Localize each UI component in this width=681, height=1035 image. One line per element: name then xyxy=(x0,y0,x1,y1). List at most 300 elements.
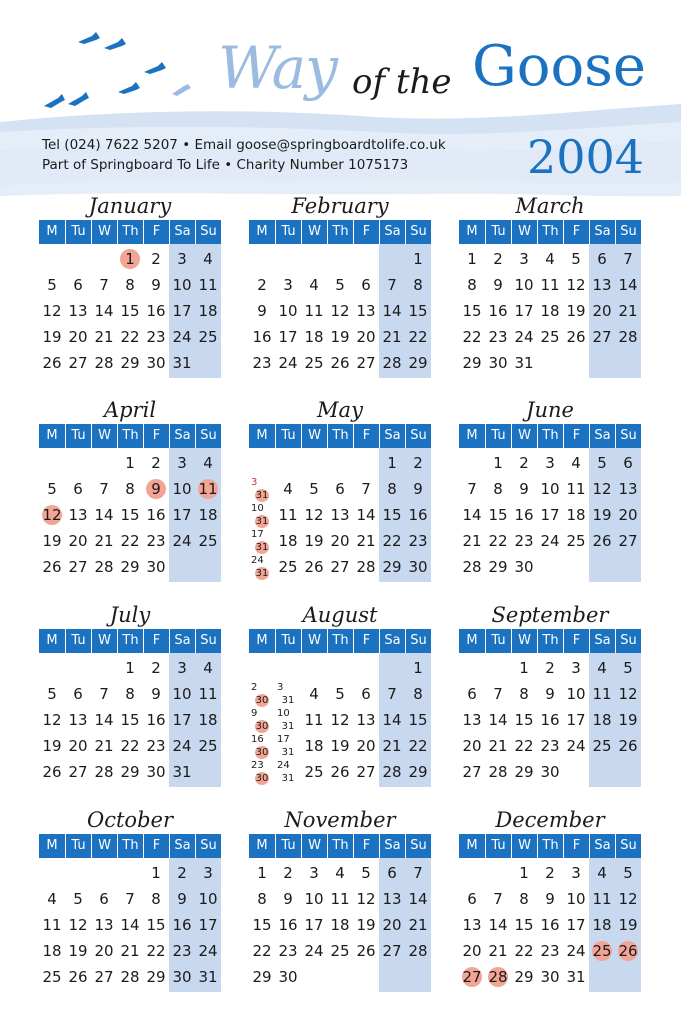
day-cell: 10 xyxy=(566,685,586,703)
day-cell: 27 xyxy=(330,558,350,576)
title-of-the: of the xyxy=(352,62,452,102)
day-cell: 5 xyxy=(623,659,633,677)
weekday-label: Tu xyxy=(275,834,301,858)
day-cell: 12 xyxy=(330,711,350,729)
day-cell: 1 xyxy=(125,659,135,677)
day-cell: 23 xyxy=(488,328,508,346)
day-cell: 26 xyxy=(356,942,376,960)
weekday-label: Tu xyxy=(485,834,511,858)
day-cell: 26 xyxy=(304,558,324,576)
day-cell: 12 xyxy=(356,890,376,908)
day-cell: 30 xyxy=(146,354,166,372)
weekday-label: Sa xyxy=(589,629,615,653)
day-cell: 4 xyxy=(545,250,555,268)
day-cell: 4 xyxy=(203,250,213,268)
day-number: 31 xyxy=(281,695,295,706)
day-cell xyxy=(275,681,301,707)
day-cell: 12 xyxy=(592,480,612,498)
day-cell xyxy=(249,476,275,502)
title-goose: Goose xyxy=(472,34,647,99)
day-cell: 27 xyxy=(592,328,612,346)
day-cell: 9 xyxy=(545,685,555,703)
weekday-label: W xyxy=(511,220,537,244)
day-cell: 11 xyxy=(42,916,62,934)
day-cell: 5 xyxy=(335,276,345,294)
month-october xyxy=(39,808,221,998)
month-september xyxy=(459,603,641,793)
day-cell: 14 xyxy=(356,506,376,524)
day-cell: 4 xyxy=(203,454,213,472)
day-cell: 28 xyxy=(356,558,376,576)
weekday-label: M xyxy=(256,224,268,239)
day-cell: 15 xyxy=(514,711,534,729)
day-cell: 28 xyxy=(94,763,114,781)
day-cell: 3 xyxy=(571,864,581,882)
day-number: 16 xyxy=(251,734,264,745)
day-cell: 2 xyxy=(519,454,529,472)
day-cell: 8 xyxy=(467,276,477,294)
day-cell: 16 xyxy=(172,916,192,934)
day-cell: 10 xyxy=(172,480,192,498)
day-cell: 1 xyxy=(387,454,397,472)
weekday-label: W xyxy=(511,834,537,858)
day-cell: 25 xyxy=(592,737,612,755)
day-cell: 22 xyxy=(382,532,402,550)
day-cell: 12 xyxy=(330,302,350,320)
day-cell: 21 xyxy=(408,916,428,934)
weekday-label: Su xyxy=(195,629,221,653)
day-cell: 25 xyxy=(330,942,350,960)
day-cell: 7 xyxy=(413,864,423,882)
day-cell: 18 xyxy=(304,328,324,346)
day-cell: 18 xyxy=(278,532,298,550)
day-cell: 8 xyxy=(413,685,423,703)
day-cell: 20 xyxy=(382,916,402,934)
day-cell: 29 xyxy=(146,968,166,986)
day-cell: 21 xyxy=(94,532,114,550)
day-number: 23 xyxy=(251,760,264,771)
day-cell: 4 xyxy=(597,659,607,677)
day-cell: 20 xyxy=(68,532,88,550)
day-cell: 18 xyxy=(198,506,218,524)
day-cell: 14 xyxy=(382,302,402,320)
weekday-label: M xyxy=(46,428,58,443)
day-cell: 23 xyxy=(146,532,166,550)
day-cell: 26 xyxy=(618,737,638,755)
weekday-label: Su xyxy=(615,629,641,653)
day-number: 31 xyxy=(281,721,295,732)
day-number: 2 xyxy=(251,682,258,693)
day-cell: 22 xyxy=(514,942,534,960)
day-cell xyxy=(249,759,275,785)
month-april xyxy=(39,398,221,588)
day-cell: 26 xyxy=(330,763,350,781)
day-cell: 13 xyxy=(592,276,612,294)
day-cell: 22 xyxy=(488,532,508,550)
day-cell: 13 xyxy=(356,302,376,320)
day-cell: 3 xyxy=(203,864,213,882)
day-cell: 16 xyxy=(540,711,560,729)
day-cell: 13 xyxy=(68,302,88,320)
day-number: 31 xyxy=(255,542,269,553)
day-cell: 19 xyxy=(304,532,324,550)
weekday-label: M xyxy=(466,633,478,648)
day-cell: 3 xyxy=(283,276,293,294)
day-cell: 29 xyxy=(120,763,140,781)
day-cell: 1 xyxy=(257,864,267,882)
day-cell: 23 xyxy=(172,942,192,960)
day-cell: 25 xyxy=(198,328,218,346)
weekday-label: Tu xyxy=(65,629,91,653)
day-cell: 2 xyxy=(283,864,293,882)
day-cell: 11 xyxy=(304,302,324,320)
weekday-label: Tu xyxy=(65,424,91,448)
day-cell: 2 xyxy=(493,250,503,268)
day-cell: 22 xyxy=(462,328,482,346)
day-cell: 26 xyxy=(68,968,88,986)
day-cell: 27 xyxy=(356,763,376,781)
day-cell: 16 xyxy=(408,506,428,524)
day-cell: 5 xyxy=(309,480,319,498)
day-cell: 4 xyxy=(309,276,319,294)
day-cell: 30 xyxy=(540,968,560,986)
day-cell: 9 xyxy=(545,890,555,908)
weekday-label: Th xyxy=(537,834,563,858)
day-cell: 30 xyxy=(514,558,534,576)
day-number: 31 xyxy=(255,568,269,579)
weekday-label: W xyxy=(301,220,327,244)
day-cell: 12 xyxy=(304,506,324,524)
day-cell: 7 xyxy=(99,685,109,703)
day-number: 3 xyxy=(277,682,284,693)
day-cell: 9 xyxy=(519,480,529,498)
weekday-label: W xyxy=(301,834,327,858)
day-cell: 2 xyxy=(151,454,161,472)
month-name: December xyxy=(495,808,605,832)
day-cell: 19 xyxy=(42,532,62,550)
day-cell xyxy=(249,733,275,759)
day-cell: 29 xyxy=(462,354,482,372)
day-cell: 14 xyxy=(618,276,638,294)
day-cell: 10 xyxy=(172,685,192,703)
weekday-label: Sa xyxy=(169,629,195,653)
month-march xyxy=(459,194,641,384)
day-cell: 18 xyxy=(42,942,62,960)
day-cell: 2 xyxy=(151,659,161,677)
day-cell: 30 xyxy=(408,558,428,576)
day-cell: 11 xyxy=(540,276,560,294)
day-cell: 15 xyxy=(120,302,140,320)
day-cell: 2 xyxy=(257,276,267,294)
weekday-label: W xyxy=(91,220,117,244)
day-cell: 3 xyxy=(177,659,187,677)
day-cell: 30 xyxy=(540,763,560,781)
day-cell: 25 xyxy=(304,763,324,781)
day-cell: 17 xyxy=(172,302,192,320)
day-cell: 23 xyxy=(278,942,298,960)
month-name: July xyxy=(109,603,151,627)
day-cell: 11 xyxy=(198,276,218,294)
month-name: February xyxy=(291,194,389,218)
day-cell: 19 xyxy=(566,302,586,320)
day-cell: 2 xyxy=(413,454,423,472)
day-number: 10 xyxy=(251,503,264,514)
day-cell: 8 xyxy=(519,890,529,908)
day-cell: 23 xyxy=(540,942,560,960)
weekday-label: F xyxy=(143,629,169,653)
day-cell: 21 xyxy=(462,532,482,550)
weekday-label: Th xyxy=(537,220,563,244)
day-cell: 13 xyxy=(356,711,376,729)
day-cell: 12 xyxy=(42,302,62,320)
day-cell: 12 xyxy=(68,916,88,934)
day-cell: 19 xyxy=(330,737,350,755)
day-cell: 5 xyxy=(47,480,57,498)
day-cell: 21 xyxy=(488,737,508,755)
day-cell: 4 xyxy=(597,864,607,882)
weekday-label: Su xyxy=(195,220,221,244)
day-cell: 9 xyxy=(177,890,187,908)
day-cell: 10 xyxy=(278,302,298,320)
weekday-label: F xyxy=(353,834,379,858)
day-cell: 26 xyxy=(330,354,350,372)
day-cell: 15 xyxy=(488,506,508,524)
day-cell: 24 xyxy=(514,328,534,346)
day-cell: 2 xyxy=(545,659,555,677)
weekday-label: M xyxy=(256,428,268,443)
day-cell: 25 xyxy=(198,532,218,550)
weekday-label: Th xyxy=(327,424,353,448)
weekday-label: M xyxy=(256,838,268,853)
day-cell xyxy=(249,707,275,733)
day-cell: 12 xyxy=(566,276,586,294)
weekday-label: W xyxy=(91,834,117,858)
day-cell: 5 xyxy=(571,250,581,268)
weekday-label: F xyxy=(353,629,379,653)
day-cell: 22 xyxy=(120,328,140,346)
weekday-label: Th xyxy=(117,424,143,448)
day-cell: 6 xyxy=(73,276,83,294)
geese-icon xyxy=(0,0,230,120)
day-cell: 21 xyxy=(94,737,114,755)
day-cell: 8 xyxy=(413,276,423,294)
day-cell: 29 xyxy=(514,763,534,781)
day-cell: 13 xyxy=(462,711,482,729)
day-number: 24 xyxy=(277,760,290,771)
day-cell: 9 xyxy=(151,276,161,294)
day-cell: 30 xyxy=(278,968,298,986)
day-cell: 14 xyxy=(462,506,482,524)
day-cell: 28 xyxy=(120,968,140,986)
weekday-label: Tu xyxy=(65,220,91,244)
day-cell: 22 xyxy=(514,737,534,755)
day-cell xyxy=(275,733,301,759)
day-cell: 23 xyxy=(540,737,560,755)
month-name: September xyxy=(491,603,609,627)
weekday-label: Sa xyxy=(379,629,405,653)
day-cell: 1 xyxy=(413,659,423,677)
day-cell: 20 xyxy=(68,328,88,346)
day-cell xyxy=(249,681,275,707)
weekday-label: Sa xyxy=(379,424,405,448)
weekday-label: Su xyxy=(405,629,431,653)
day-number: 17 xyxy=(277,734,290,745)
weekday-label: Th xyxy=(537,424,563,448)
day-cell: 21 xyxy=(94,328,114,346)
day-cell: 10 xyxy=(304,890,324,908)
month-name: April xyxy=(103,398,157,422)
day-cell: 29 xyxy=(408,763,428,781)
day-cell: 27 xyxy=(382,942,402,960)
day-cell: 12 xyxy=(618,890,638,908)
day-cell: 18 xyxy=(198,302,218,320)
weekday-label: Su xyxy=(615,220,641,244)
day-cell: 22 xyxy=(146,942,166,960)
day-cell: 23 xyxy=(514,532,534,550)
day-number: 31 xyxy=(255,490,269,501)
day-cell: 21 xyxy=(488,942,508,960)
day-cell: 10 xyxy=(540,480,560,498)
weekday-label: M xyxy=(256,633,268,648)
weekday-label: Tu xyxy=(275,424,301,448)
day-cell: 14 xyxy=(120,916,140,934)
day-cell: 7 xyxy=(387,685,397,703)
day-cell: 19 xyxy=(356,916,376,934)
day-cell: 9 xyxy=(257,302,267,320)
day-cell: 17 xyxy=(304,916,324,934)
day-cell: 8 xyxy=(151,890,161,908)
day-cell: 5 xyxy=(47,276,57,294)
day-cell: 18 xyxy=(592,916,612,934)
day-cell: 20 xyxy=(462,737,482,755)
day-cell: 13 xyxy=(94,916,114,934)
day-cell: 5 xyxy=(361,864,371,882)
day-cell: 24 xyxy=(172,737,192,755)
day-cell: 28 xyxy=(382,354,402,372)
weekday-label: F xyxy=(143,834,169,858)
day-cell: 24 xyxy=(566,942,586,960)
day-cell: 30 xyxy=(172,968,192,986)
day-cell: 23 xyxy=(408,532,428,550)
day-cell: 6 xyxy=(73,480,83,498)
day-cell: 9 xyxy=(143,476,169,502)
weekday-label: Sa xyxy=(589,424,615,448)
month-august xyxy=(249,603,431,793)
day-cell: 2 xyxy=(151,250,161,268)
day-cell: 18 xyxy=(198,711,218,729)
day-cell: 24 xyxy=(304,942,324,960)
weekday-label: F xyxy=(563,629,589,653)
day-cell: 28 xyxy=(462,558,482,576)
day-cell: 25 xyxy=(566,532,586,550)
day-cell: 18 xyxy=(592,711,612,729)
day-cell: 22 xyxy=(120,532,140,550)
day-cell: 9 xyxy=(413,480,423,498)
month-name: January xyxy=(88,194,172,218)
calendar-header xyxy=(0,0,681,200)
weekday-label: W xyxy=(91,424,117,448)
weekday-label: W xyxy=(301,424,327,448)
weekday-label: Th xyxy=(117,834,143,858)
year-label: 2004 xyxy=(527,130,645,184)
weekday-label: M xyxy=(46,633,58,648)
day-cell: 31 xyxy=(172,354,192,372)
day-cell: 27 xyxy=(356,354,376,372)
day-cell: 27 xyxy=(94,968,114,986)
day-cell: 25 xyxy=(42,968,62,986)
day-cell: 5 xyxy=(623,864,633,882)
day-cell: 7 xyxy=(99,276,109,294)
day-cell: 16 xyxy=(488,302,508,320)
weekday-label: W xyxy=(91,629,117,653)
day-cell: 20 xyxy=(592,302,612,320)
day-cell: 10 xyxy=(198,890,218,908)
day-cell: 11 xyxy=(198,685,218,703)
weekday-label: Su xyxy=(195,424,221,448)
weekday-label: F xyxy=(143,424,169,448)
weekday-label: Su xyxy=(195,834,221,858)
day-cell: 26 xyxy=(566,328,586,346)
weekday-label: Sa xyxy=(589,834,615,858)
day-cell: 7 xyxy=(387,276,397,294)
day-cell: 11 xyxy=(592,890,612,908)
weekday-label: F xyxy=(353,220,379,244)
day-cell: 15 xyxy=(408,302,428,320)
day-cell: 1 xyxy=(125,454,135,472)
day-cell: 20 xyxy=(462,942,482,960)
day-cell: 23 xyxy=(252,354,272,372)
day-cell: 14 xyxy=(94,711,114,729)
day-cell: 9 xyxy=(493,276,503,294)
day-cell: 17 xyxy=(172,711,192,729)
day-cell: 4 xyxy=(47,890,57,908)
weekday-label: Tu xyxy=(485,424,511,448)
day-cell: 21 xyxy=(382,328,402,346)
day-cell: 7 xyxy=(493,890,503,908)
day-cell: 13 xyxy=(68,711,88,729)
day-cell: 7 xyxy=(125,890,135,908)
day-cell: 28 xyxy=(408,942,428,960)
day-cell: 12 xyxy=(42,506,62,524)
contact-info xyxy=(42,135,446,175)
weekday-label: Sa xyxy=(169,834,195,858)
day-number: 30 xyxy=(255,695,269,706)
day-cell: 29 xyxy=(120,354,140,372)
weekday-label: M xyxy=(466,428,478,443)
day-cell: 29 xyxy=(382,558,402,576)
contact-line-1: Tel (024) 7622 5207 • Email goose@springboardtolife.co.uk xyxy=(42,137,446,153)
day-cell: 18 xyxy=(540,302,560,320)
weekday-label: Su xyxy=(615,424,641,448)
day-cell: 25 xyxy=(540,328,560,346)
weekday-label: Su xyxy=(405,220,431,244)
weekday-label: F xyxy=(563,220,589,244)
day-number: 30 xyxy=(255,747,269,758)
day-cell: 31 xyxy=(172,763,192,781)
day-cell: 14 xyxy=(94,302,114,320)
day-cell: 6 xyxy=(467,890,477,908)
day-cell: 11 xyxy=(198,480,218,498)
day-cell: 8 xyxy=(125,276,135,294)
day-cell: 3 xyxy=(309,864,319,882)
day-cell: 20 xyxy=(618,506,638,524)
day-cell: 21 xyxy=(618,302,638,320)
weekday-label: W xyxy=(511,629,537,653)
day-cell: 18 xyxy=(330,916,350,934)
day-cell: 6 xyxy=(335,480,345,498)
day-cell: 2 xyxy=(545,864,555,882)
day-cell: 31 xyxy=(198,968,218,986)
